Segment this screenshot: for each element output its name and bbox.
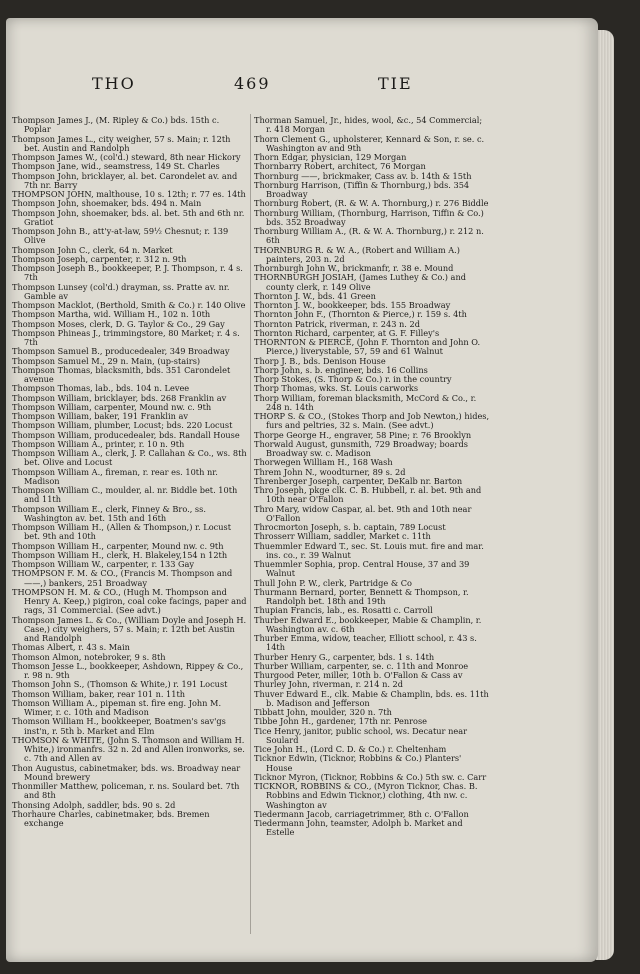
directory-entry: Tiedermann John, teamster, Adolph b. Market and Estelle [254,819,463,838]
directory-entry: Thornburgh John W., brickmanfr, r. 38 e. Mound [254,264,454,273]
directory-entry: Thonsing Adolph, saddler, bds. 90 s. 2d [12,800,176,810]
directory-entry: Thompson Thomas, blacksmith, bds. 351 Carondelet avenue [12,365,231,384]
directory-entry: TICKNOR, ROBBINS & CO., (Myron Ticknor, Chas. B. Robbins and Edwin Ticknor,) clothing, 4th nw. c. Washington av [254,782,478,810]
directory-entry: Thompson Lunsey (col'd.) drayman, ss. Pratte av. nr. Gamble av [12,282,230,301]
directory-entry: Thurber Emma, widow, teacher, Elliott school, r. 43 s. 14th [254,634,477,653]
directory-entry: Thompson William, plumber, Locust; bds. 220 Locust [12,421,233,431]
directory-entry: THORP S. & CO., (Stokes Thorp and Job Newton,) hides, furs and peltries, 32 s. Main. (See advt.) [254,412,490,431]
directory-entry: Thompson William, carpenter, Mound nw. c. 9th [12,402,212,412]
directory-entry: Thornton J. W., bookkeeper, bds. 155 Broadway [254,301,451,310]
directory-entry: Tiedermann Jacob, carriagetrimmer, 8th c. O'Fallon [254,809,469,819]
directory-entry: THOMSON & WHITE, (John S. Thomson and William H. White,) ironmanfrs. 32 n. 2d and Allen ironworks, se. c. 7th and Allen av [12,735,245,764]
directory-entry: Thornbarry Robert, architect, 76 Morgan [254,162,426,172]
directory-entry: THOMPSON JOHN, malthouse, 10 s. 12th; r. 77 es. 14th [12,190,246,199]
directory-entry: THORNTON & PIERCE, (John F. Thornton and John O. Pierce,) liverystable, 57, 59 and 61 Walnut [254,338,481,357]
directory-entry: Thompson Thomas, lab., bds. 104 n. Levee [12,384,190,394]
page-number: 469 [234,74,271,93]
directory-entry: Thorp Stokes, (S. Thorp & Co.) r. in the country [254,375,452,384]
directory-entry: Thompson William A., clerk, J. P. Callahan & Co., ws. 8th bet. Olive and Locust [12,449,247,468]
directory-entry: Thompson William H., carpenter, Mound nw. c. 9th [12,541,224,551]
directory-entry: Thurley John, riverman, r. 214 n. 2d [254,680,403,690]
directory-entry: Thomson William H., bookkeeper, Boatmen's sav'gs inst'n, r. 5th b. Market and Elm [12,717,226,736]
directory-entry: Thurber Edward E., bookkeeper, Mabie & Champlin, r. Washington av. c. 6th [254,615,482,634]
directory-entry: Thro Mary, widow Caspar, al. bet. 9th and 10th near O'Fallon [254,504,472,523]
directory-entry: Thompson William A., printer, r. 10 n. 9th [12,439,185,449]
page-edge [596,30,614,960]
directory-entry: Thorp J. B., bds. Denison House [254,356,386,366]
directory-entry: Thompson William E., clerk, Finney & Bro., ss. Washington av. bet. 15th and 16th [12,504,206,523]
directory-entry: Tibbatt John, moulder, 320 n. 7th [254,708,392,717]
directory-entry: Thornburg ——, brickmaker, Cass av. b. 14th & 15th [254,171,472,181]
directory-entry: Thorwegen William H., 168 Wash [254,458,393,468]
directory-entry: Thompson James L. & Co., (William Doyle and Joseph H. Case,) city weighers, 57 s. Main; r. 12th bet Austin and Randolph [12,615,247,643]
directory-entry: Tibbe John H., gardener, 17th nr. Penrose [254,717,428,727]
directory-entry: THOMPSON H. M. & CO., (Hugh M. Thompson and Henry A. Keep,) pigiron, coal coke facings, paper and rags, 31 Commercial. (See advt.) [12,587,247,616]
directory-entry: Thompson Samuel B., producedealer, 349 Broadway [12,347,230,357]
directory-entry: Thompson William H., clerk, H. Blakeley,154 n 12th [12,550,228,560]
directory-entry: Thorp William, foreman blacksmith, McCord & Co., r. 248 n. 14th [254,393,477,412]
directory-entry: Thompson William A., fireman, r. rear es. 10th nr. Madison [12,467,218,486]
directory-entry: Thompson James W., (col'd.) steward, 8th near Hickory [12,153,241,162]
directory-entry: Thompson James L., city weigher, 57 s. Main; r. 12th bet. Austin and Randolph [12,134,231,153]
directory-entry: Threnberger Joseph, carpenter, DeKalb nr. Barton [254,476,463,486]
directory-entry: Thorman Samuel, Jr., hides, wool, &c., 54 Commercial; r. 418 Morgan [254,116,483,135]
directory-entry: Thompson Jane, wid., seamstress, 149 St. Charles [12,162,220,172]
directory-entry: Tice John H., (Lord C. D. & Co.) r. Cheltenham [254,745,447,754]
header-left-guide-word: THO [92,74,136,93]
directory-entry: Thompson Joseph B., bookkeeper, P. J. Thompson, r. 4 s. 7th [12,264,243,283]
directory-entry: Thornton John F., (Thornton & Pierce,) r. 159 s. 4th [254,310,467,320]
right-column [254,116,490,838]
directory-entry: THORNBURGH JOSIAH, (James Luthey & Co.) and county clerk, r. 149 Olive [254,273,466,292]
directory-entry: Thuemmler Sophia, prop. Central House, 37 and 39 Walnut [254,560,470,579]
directory-entry: Thro Joseph, pkge clk. C. B. Hubbell, r. al. bet. 9th and 10th near O'Fallon [254,486,482,505]
directory-entry: Thorhaure Charles, cabinetmaker, bds. Bremen exchange [12,809,210,828]
directory-entry: Thorwald August, gunsmith, 729 Broadway; boards Broadway sw. c. Madison [254,439,468,458]
page-header [6,74,598,104]
directory-entry: Thornburg Harrison, (Tiffin & Thornburg,) bds. 354 Broadway [254,180,470,199]
directory-entry: Thompson John, shoemaker, bds. al. bet. 5th and 6th nr. Gratiot [12,208,245,227]
directory-entry: Thompson William, producedealer, bds. Randall House [12,430,240,440]
directory-entry: Thompson John B., att'y-at-law, 59½ Chesnut; r. 139 Olive [12,227,229,246]
column-divider [250,114,251,934]
directory-entry: Thomson William A., pipeman st. fire eng. John M. Wimer, r. c. 10th and Madison [12,698,222,717]
directory-entry: Thorn Edgar, physician, 129 Morgan [254,153,407,162]
directory-entry: Thomson Almon, notebroker, 9 s. 8th [12,652,166,662]
directory-entry: Thuemmler Edward T., sec. St. Louis mut. fire and mar. ins. co., r. 39 Walnut [254,541,484,560]
directory-entry: Thompson Moses, clerk, D. G. Taylor & Co., 29 Gay [12,319,225,329]
directory-entry: Thompson Samuel M., 29 n. Main, (up-stairs) [12,356,201,366]
directory-entry: Thomson William, baker, rear 101 n. 11th [12,689,186,699]
directory-entry: Thornton Patrick, riverman, r. 243 n. 2d [254,319,420,329]
directory-entry: Throsserr William, saddler, Market c. 11th [254,532,431,542]
directory-entry: Ticknor Myron, (Ticknor, Robbins & Co.) 5th sw. c. Carr [254,772,487,782]
directory-entry: Thompson William W., carpenter, r. 133 Gay [12,560,195,569]
directory-entry: Throcmorton Joseph, s. b. captain, 789 Locust [254,523,446,532]
directory-entry: THORNBURG R. & W. A., (Robert and William A.) painters, 203 n. 2d [254,245,460,264]
directory-entry: Thompson John, shoemaker, bds. 494 n. Main [12,199,202,209]
directory-entry: THOMPSON F. M. & CO., (Francis M. Thompson and ——,) bankers, 251 Broadway [12,569,233,588]
directory-entry: Thomas Albert, r. 43 s. Main [12,643,130,653]
directory-entry: Thurber William, carpenter, se. c. 11th and Monroe [254,661,469,671]
directory-entry: Thornton J. W., bds. 41 Green [254,291,376,301]
directory-entry: Thompson James J., (M. Ripley & Co.) bds. 15th c. Poplar [12,116,220,135]
directory-entry: Thompson John C., clerk, 64 n. Market [12,245,173,255]
header-right-guide-word: TIE [378,74,413,93]
directory-entry: Ticknor Edwin, (Ticknor, Robbins & Co.) Planters' House [254,754,462,773]
left-column [12,116,248,828]
directory-entry: Thuver Edward E., clk. Mabie & Champlin, bds. es. 11th b. Madison and Jefferson [254,689,489,708]
directory-entry: Thompson William H., (Allen & Thompson,) r. Locust bet. 9th and 10th [12,523,231,542]
directory-entry: Tice Henry, janitor, public school, ws. Decatur near Soulard [254,726,467,745]
directory-entry: Thompson William, baker, 191 Franklin av [12,412,188,421]
directory-entry: Thon Augustus, cabinetmaker, bds. ws. Broadway near Mound brewery [12,763,241,782]
directory-entry: Thorpe George H., engraver, 58 Pine; r. 76 Brooklyn [254,430,472,440]
directory-entry: Thompson William, bricklayer, bds. 268 Franklin av [12,393,227,403]
directory-entry: Thorp Thomas, wks. St. Louis carworks [254,384,419,394]
directory-entry: Thompson William C., moulder, al. nr. Biddle bet. 10th and 11th [12,486,238,505]
directory-entry: Thompson John, bricklayer, al. bet. Carondelet av. and 7th nr. Barry [12,171,238,190]
directory-entry: Thornburg Robert, (R. & W. A. Thornburg,) r. 276 Biddle [254,199,489,209]
directory-entry: Thurber Henry G., carpenter, bds. 1 s. 14th [254,652,435,662]
directory-entry: Thonmiller Matthew, policeman, r. ns. Soulard bet. 7th and 8th [12,782,240,801]
directory-entry: Thornburg William A., (R. & W. A. Thornburg,) r. 212 n. 6th [254,227,484,246]
directory-entry: Thompson Macklot, (Berthold, Smith & Co.) r. 140 Olive [12,301,246,310]
directory-entry: Thompson Joseph, carpenter, r. 312 n. 9th [12,254,187,264]
directory-entry: Threm John N., woodturner, 89 s. 2d [254,467,406,477]
directory-entry: Thorp John, s. b. engineer, bds. 16 Collins [254,365,428,375]
directory-entry: Thompson Martha, wid. William H., 102 n. 10th [12,310,211,320]
directory-entry: Thomson John S., (Thomson & White,) r. 191 Locust [12,680,228,690]
directory-entry: Thornburg William, (Thornburg, Harrison, Tiffin & Co.) bds. 352 Broadway [254,208,484,227]
directory-entry: Thomson Jesse L., bookkeeper, Ashdown, Rippey & Co., r. 98 n. 9th [12,661,244,680]
directory-page [6,18,598,962]
directory-entry: Thompson Phineas J., trimmingstore, 80 Market; r. 4 s. 7th [12,328,240,347]
directory-entry: Thurmann Bernard, porter, Bennett & Thompson, r. Randolph bet. 18th and 19th [254,587,469,606]
directory-entry: Thorn Clement G., upholsterer, Kennard & Son, r. se. c. Washington av and 9th [254,134,485,153]
directory-entry: Thull John P. W., clerk, Partridge & Co [254,578,412,588]
directory-entry: Thornton Richard, carpenter, at G. F. Filley's [254,328,440,338]
directory-entry: Thupian Francis, lab., es. Rosatti c. Carroll [254,606,433,616]
directory-entry: Thurgood Peter, miller, 10th b. O'Fallon & Cass av [254,671,463,680]
